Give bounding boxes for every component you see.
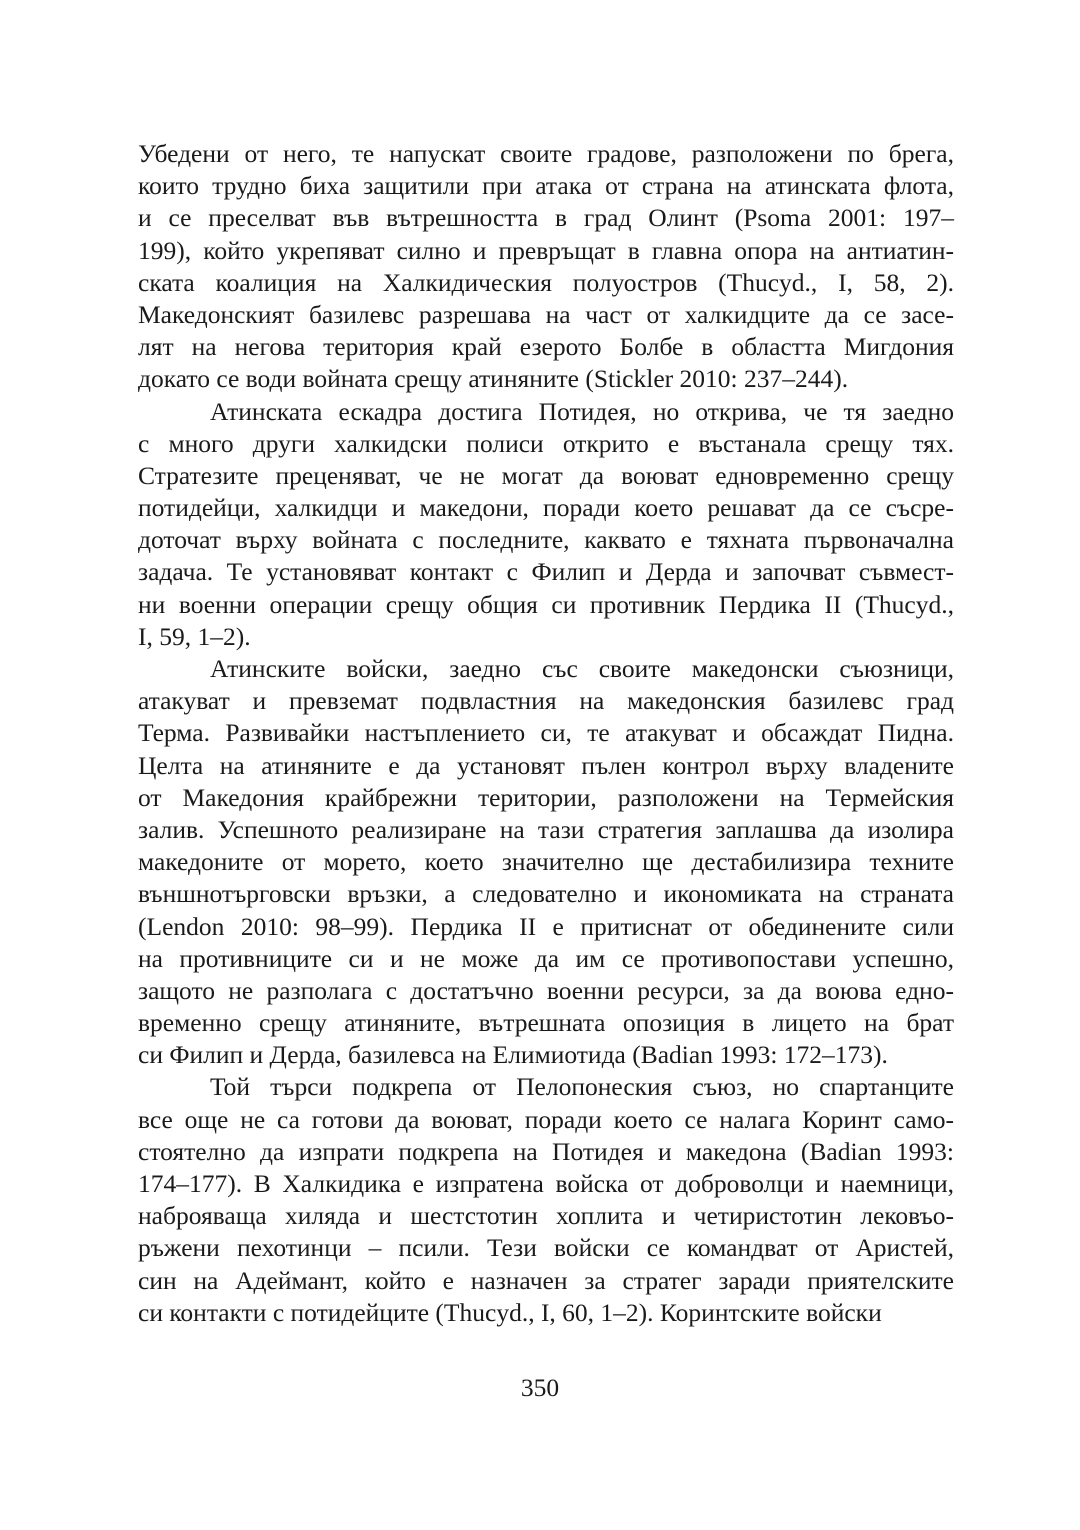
text-line: които трудно биха защитили при атака от страна на атинската флота, [138, 171, 954, 201]
text-line: Македонският базилевс разрешава на част от халкидците да се засе- [138, 299, 954, 329]
text-line: (Lendon 2010: 98–99). Пердика II е притиснат от обединените сили [138, 911, 954, 941]
text-line: македоните от морето, което значително ще дестабилизира техните [138, 847, 954, 877]
text-line: Целта на атиняните е да установят пълен контрол върху владените [138, 750, 954, 780]
text-line: си Филип и Дерда, базилевса на Елимиотида (Badian 1993: 172–173). [138, 1040, 888, 1070]
text-line: ръжени пехотинци – псили. Тези войски се командват от Аристей, [138, 1233, 954, 1263]
text-line: 199), който укрепяват силно и превръщат в главна опора на антиатин- [138, 235, 954, 265]
text-line: и се преселват във вътрешността в град Олинт (Psoma 2001: 197– [138, 203, 954, 233]
text-line: стоятелно да изпрати подкрепа на Потидея и македона (Badian 1993: [138, 1136, 954, 1166]
text-line: Атинските войски, заедно със своите македонски съюзници, [210, 654, 954, 683]
page-number: 350 [520, 1373, 560, 1402]
text-line: Той търси подкрепа от Пелопонеския съюз, но спартанците [210, 1072, 954, 1102]
text-line: ни военни операции срещу общия си противник Пердика II (Thucyd., [138, 589, 954, 619]
text-line: потидейци, халкидци и македони, поради което решават да се съсре- [138, 493, 954, 523]
text-line: на противниците си и не може да им се противопостави успешно, [138, 943, 954, 973]
text-line: ската коалиция на Халкидическия полуостров (Thucyd., I, 58, 2). [138, 267, 954, 297]
text-line: от Македония крайбрежни територии, разположени на Термейския [138, 782, 954, 812]
text-line: 174–177). В Халкидика е изпратена войска от доброволци и наемници, [138, 1169, 954, 1198]
text-line: си контакти с потидейците (Thucyd., I, 60, 1–2). Коринтските войски [138, 1297, 882, 1327]
text-line: лят на негова територия край езерото Болбе в областта Мигдония [138, 332, 954, 362]
text-line: защото не разполага с достатъчно военни ресурси, за да воюва едно- [138, 975, 954, 1005]
text-line: доточат върху войната с последните, каквато е тяхната първоначална [138, 525, 954, 555]
paragraph [138, 653, 954, 1071]
text-line: I, 59, 1–2). [138, 621, 251, 651]
text-line: син на Адеймант, който е назначен за стратег заради приятелските [138, 1265, 954, 1295]
text-line: Стратезите преценяват, че не могат да воюват едновременно срещу [138, 460, 954, 490]
text-line: външнотърговски връзки, а следователно и икономиката на страната [138, 879, 954, 909]
text-line: все още не са готови да воюват, поради което се налага Коринт само- [138, 1104, 954, 1134]
text-line: докато се води войната срещу атиняните (Stickler 2010: 237–244). [138, 364, 849, 394]
text-line: задача. Те установяват контакт с Филип и Дерда и започват съвмест- [138, 557, 954, 587]
paragraph [138, 1071, 954, 1329]
text-line: атакуват и превземат подвластния на македонския базилевс град [138, 686, 954, 716]
body-text [138, 138, 954, 1329]
text-line: наброяваща хиляда и шестстотин хоплита и четиристотин лековъо- [138, 1201, 954, 1231]
text-line: Терма. Развивайки настъплението си, те атакуват и обсаждат Пидна. [138, 718, 954, 748]
text-line: Атинската ескадра достига Потидея, но открива, че тя заедно [210, 396, 954, 426]
text-line: залив. Успешното реализиране на тази стратегия заплашва да изолира [138, 814, 954, 844]
paragraph [138, 396, 954, 654]
text-line: Убедени от него, те напускат своите градове, разположени по брега, [138, 139, 954, 168]
paragraph [138, 138, 954, 396]
text-line: временно срещу атиняните, вътрешната опозиция в лицето на брат [138, 1008, 954, 1038]
text-line: с много други халкидски полиси открито е въстанала срещу тях. [138, 428, 954, 458]
